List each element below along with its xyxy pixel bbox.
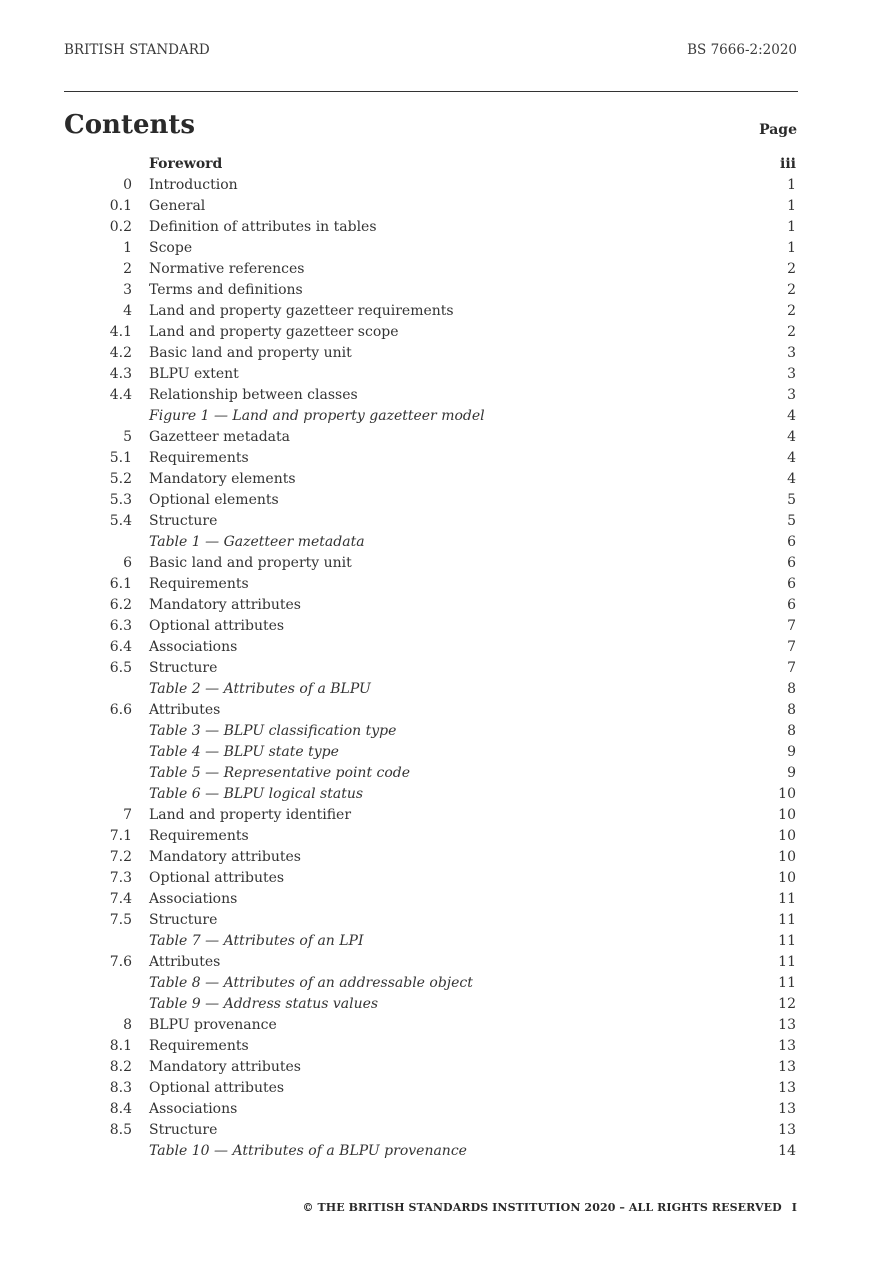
toc-entry[interactable]	[0, 889, 892, 910]
toc-entry[interactable]	[0, 406, 892, 427]
toc-entry-number: 4.3	[109, 366, 132, 382]
toc-entry[interactable]	[0, 826, 892, 847]
toc-entry-number: 8.1	[109, 1038, 132, 1054]
toc-entry[interactable]	[0, 154, 892, 175]
toc-entry-label: Introduction	[149, 177, 238, 193]
toc-entry-number: 7.3	[109, 870, 132, 886]
toc-entry-number: 5	[123, 429, 132, 445]
toc-entry[interactable]	[0, 532, 892, 553]
toc-entry-label: Terms and definitions	[149, 282, 303, 298]
toc-entry-label: Optional elements	[149, 492, 279, 508]
toc-entry-page: 2	[787, 282, 796, 298]
toc-entry[interactable]	[0, 952, 892, 973]
toc-entry-number: 4.1	[109, 324, 132, 340]
toc-entry-label: BLPU extent	[149, 366, 239, 382]
toc-entry[interactable]	[0, 1099, 892, 1120]
toc-entry-page: 4	[787, 429, 796, 445]
toc-entry[interactable]	[0, 196, 892, 217]
toc-entry-page: 7	[787, 639, 796, 655]
toc-entry[interactable]	[0, 658, 892, 679]
toc-entry-page: 11	[778, 954, 796, 970]
page-column-heading: Page	[759, 122, 797, 138]
toc-entry-page: 8	[787, 702, 796, 718]
toc-entry-label: Attributes	[149, 954, 221, 970]
toc-entry[interactable]	[0, 784, 892, 805]
toc-entry[interactable]	[0, 574, 892, 595]
toc-entry[interactable]	[0, 973, 892, 994]
toc-entry-page: 9	[787, 765, 796, 781]
table-of-contents	[0, 154, 892, 1162]
toc-entry-label: Requirements	[149, 450, 249, 466]
toc-entry-label: General	[149, 198, 206, 214]
toc-entry-label: Attributes	[149, 702, 221, 718]
toc-entry-number: 0.1	[109, 198, 132, 214]
toc-entry-label: Associations	[149, 891, 238, 907]
toc-entry[interactable]	[0, 931, 892, 952]
toc-entry-number: 8.3	[109, 1080, 132, 1096]
toc-entry-page: 13	[778, 1122, 796, 1138]
toc-entry[interactable]	[0, 700, 892, 721]
toc-entry-page: 10	[778, 849, 796, 865]
toc-entry[interactable]	[0, 343, 892, 364]
toc-entry-number: 6	[123, 555, 132, 571]
toc-entry-label: Optional attributes	[149, 1080, 285, 1096]
toc-entry-page: 11	[778, 933, 796, 949]
toc-entry[interactable]	[0, 616, 892, 637]
copyright-notice: © THE BRITISH STANDARDS INSTITUTION 2020 – ALL RIGHTS RESERVED	[302, 1201, 782, 1214]
toc-entry-page: 11	[778, 975, 796, 991]
toc-entry-page: 10	[778, 828, 796, 844]
toc-entry[interactable]	[0, 259, 892, 280]
toc-entry-label: Table 1 — Gazetteer metadata	[149, 534, 365, 550]
toc-entry-label: Land and property identifier	[149, 807, 352, 823]
toc-entry-page: 8	[787, 723, 796, 739]
toc-entry-page: 2	[787, 261, 796, 277]
toc-entry-number: 6.4	[109, 639, 132, 655]
toc-entry-label: Associations	[149, 1101, 238, 1117]
toc-entry-number: 5.1	[109, 450, 132, 466]
toc-entry[interactable]	[0, 1057, 892, 1078]
toc-entry[interactable]	[0, 595, 892, 616]
toc-entry-page: 6	[787, 576, 796, 592]
toc-entry-number: 6.5	[109, 660, 132, 676]
toc-entry-number: 6.2	[109, 597, 132, 613]
toc-entry-page: 6	[787, 534, 796, 550]
toc-entry-page: 1	[787, 219, 796, 235]
toc-entry-label: Table 3 — BLPU classification type	[149, 723, 397, 739]
toc-entry[interactable]	[0, 742, 892, 763]
header-divider	[64, 91, 798, 92]
toc-entry[interactable]	[0, 490, 892, 511]
toc-entry-number: 5.4	[109, 513, 132, 529]
toc-entry-label: Table 4 — BLPU state type	[149, 744, 339, 760]
toc-entry-number: 8.5	[109, 1122, 132, 1138]
toc-entry-label: Figure 1 — Land and property gazetteer model	[149, 408, 485, 424]
toc-entry-label: Table 2 — Attributes of a BLPU	[149, 681, 371, 697]
toc-entry-label: Requirements	[149, 1038, 249, 1054]
toc-entry-number: 8.4	[109, 1101, 132, 1117]
toc-entry[interactable]	[0, 280, 892, 301]
toc-entry-number: 6.3	[109, 618, 132, 634]
toc-entry-number: 4	[123, 303, 132, 319]
toc-entry[interactable]	[0, 1015, 892, 1036]
toc-entry-number: 4.2	[109, 345, 132, 361]
toc-entry-page: 5	[787, 492, 796, 508]
toc-entry-page: 2	[787, 303, 796, 319]
toc-entry[interactable]	[0, 427, 892, 448]
toc-entry-label: Land and property gazetteer requirements	[149, 303, 454, 319]
toc-entry-number: 0	[123, 177, 132, 193]
toc-entry[interactable]	[0, 721, 892, 742]
toc-entry-page: 13	[778, 1080, 796, 1096]
running-header-left: BRITISH STANDARD	[64, 42, 210, 58]
toc-entry-label: Structure	[149, 912, 218, 928]
toc-entry-label: Table 7 — Attributes of an LPI	[149, 933, 364, 949]
toc-entry-label: Structure	[149, 513, 218, 529]
toc-entry-label: Table 8 — Attributes of an addressable object	[149, 975, 473, 991]
toc-entry-number: 5.2	[109, 471, 132, 487]
toc-entry[interactable]	[0, 1141, 892, 1162]
toc-entry-label: Relationship between classes	[149, 387, 358, 403]
toc-entry-number: 4.4	[109, 387, 132, 403]
toc-entry[interactable]	[0, 994, 892, 1015]
toc-entry-label: Table 6 — BLPU logical status	[149, 786, 364, 802]
toc-entry[interactable]	[0, 322, 892, 343]
toc-entry[interactable]	[0, 847, 892, 868]
toc-entry-page: 13	[778, 1017, 796, 1033]
page-title: Contents	[64, 110, 196, 140]
toc-entry-page: 3	[787, 345, 796, 361]
toc-entry-label: Table 5 — Representative point code	[149, 765, 411, 781]
toc-entry-page: 11	[778, 912, 796, 928]
page-footer	[302, 1201, 797, 1214]
toc-entry-label: Land and property gazetteer scope	[149, 324, 399, 340]
toc-entry-page: 3	[787, 366, 796, 382]
toc-entry-number: 0.2	[109, 219, 132, 235]
toc-entry-page: 4	[787, 471, 796, 487]
toc-entry-label: Mandatory elements	[149, 471, 296, 487]
toc-entry-number: 6.1	[109, 576, 132, 592]
toc-entry[interactable]	[0, 448, 892, 469]
toc-entry[interactable]	[0, 910, 892, 931]
toc-entry-label: Definition of attributes in tables	[149, 219, 377, 235]
toc-entry-number: 5.3	[109, 492, 132, 508]
toc-entry[interactable]	[0, 679, 892, 700]
toc-entry-number: 7.1	[109, 828, 132, 844]
toc-entry[interactable]	[0, 217, 892, 238]
toc-entry-label: Requirements	[149, 828, 249, 844]
toc-entry-page: 7	[787, 660, 796, 676]
toc-entry-page: 6	[787, 597, 796, 613]
toc-entry-page: 3	[787, 387, 796, 403]
toc-entry-label: Mandatory attributes	[149, 597, 301, 613]
toc-entry-label: Associations	[149, 639, 238, 655]
toc-entry-label: Mandatory attributes	[149, 849, 301, 865]
toc-entry-label: BLPU provenance	[149, 1017, 277, 1033]
toc-entry-label: Gazetteer metadata	[149, 429, 290, 445]
toc-entry[interactable]	[0, 1120, 892, 1141]
toc-entry-number: 7.5	[109, 912, 132, 928]
toc-entry-page: 13	[778, 1038, 796, 1054]
toc-entry-page: 10	[778, 870, 796, 886]
toc-entry-page: 1	[787, 240, 796, 256]
toc-entry[interactable]	[0, 175, 892, 196]
toc-entry-page: 9	[787, 744, 796, 760]
toc-entry-label: Table 9 — Address status values	[149, 996, 379, 1012]
toc-entry-number: 3	[123, 282, 132, 298]
toc-entry-label: Mandatory attributes	[149, 1059, 301, 1075]
toc-entry-number: 7.4	[109, 891, 132, 907]
toc-entry-label: Basic land and property unit	[149, 345, 352, 361]
toc-entry-number: 8	[123, 1017, 132, 1033]
toc-entry-label: Scope	[149, 240, 193, 256]
toc-entry-page: 13	[778, 1101, 796, 1117]
toc-entry-label: Basic land and property unit	[149, 555, 352, 571]
toc-entry-page: 7	[787, 618, 796, 634]
toc-entry-page: 1	[787, 198, 796, 214]
toc-entry[interactable]	[0, 637, 892, 658]
toc-entry-page: 4	[787, 450, 796, 466]
page-number: I	[791, 1201, 797, 1214]
toc-entry-number: 6.6	[109, 702, 132, 718]
toc-entry-label: Normative references	[149, 261, 305, 277]
toc-entry-label: Table 10 — Attributes of a BLPU provenance	[149, 1143, 467, 1159]
toc-entry-number: 7.6	[109, 954, 132, 970]
toc-entry-label: Foreword	[149, 156, 223, 172]
toc-entry-page: 14	[778, 1143, 796, 1159]
toc-entry-page: 11	[778, 891, 796, 907]
toc-entry[interactable]	[0, 868, 892, 889]
toc-entry-page: 5	[787, 513, 796, 529]
toc-entry-page: 13	[778, 1059, 796, 1075]
toc-entry[interactable]	[0, 385, 892, 406]
toc-entry-page: 10	[778, 807, 796, 823]
toc-entry-page: 1	[787, 177, 796, 193]
toc-entry[interactable]	[0, 301, 892, 322]
toc-entry-page: 10	[778, 786, 796, 802]
toc-entry[interactable]	[0, 763, 892, 784]
toc-entry[interactable]	[0, 1036, 892, 1057]
toc-entry-page: 6	[787, 555, 796, 571]
toc-entry[interactable]	[0, 805, 892, 826]
toc-entry-page: 2	[787, 324, 796, 340]
toc-entry[interactable]	[0, 553, 892, 574]
toc-entry-number: 7.2	[109, 849, 132, 865]
toc-entry-page: 8	[787, 681, 796, 697]
toc-entry-number: 8.2	[109, 1059, 132, 1075]
toc-entry-label: Optional attributes	[149, 618, 285, 634]
toc-entry-number: 7	[123, 807, 132, 823]
toc-entry-page: iii	[780, 156, 796, 172]
toc-entry-label: Requirements	[149, 576, 249, 592]
toc-entry-page: 4	[787, 408, 796, 424]
toc-entry-label: Optional attributes	[149, 870, 285, 886]
toc-entry-number: 1	[123, 240, 132, 256]
toc-entry[interactable]	[0, 469, 892, 490]
toc-entry-label: Structure	[149, 1122, 218, 1138]
toc-entry-label: Structure	[149, 660, 218, 676]
toc-entry-number: 2	[123, 261, 132, 277]
toc-entry[interactable]	[0, 1078, 892, 1099]
toc-entry[interactable]	[0, 364, 892, 385]
toc-entry[interactable]	[0, 511, 892, 532]
toc-entry-page: 12	[778, 996, 796, 1012]
running-header-right: BS 7666-2:2020	[687, 42, 797, 58]
toc-entry[interactable]	[0, 238, 892, 259]
